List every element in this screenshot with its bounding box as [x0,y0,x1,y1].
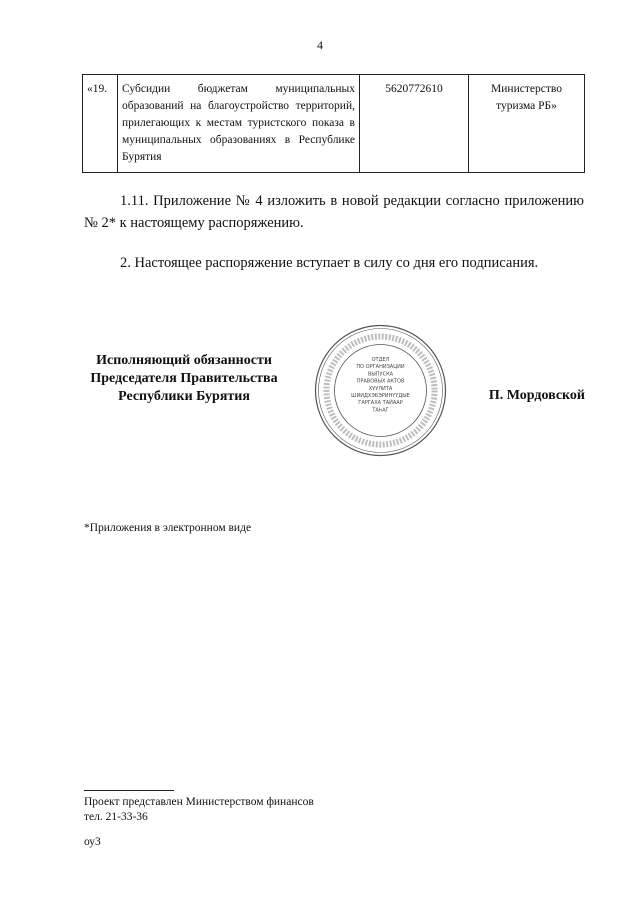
stamp-text-line: ОТДЕЛ [371,357,390,363]
footer-initials: оу3 [84,836,101,848]
signatory-title [74,352,294,406]
row-description: Субсидии бюджетам муниципальных образований на благоустройство территорий, прилегающих к местам туристского показа в муниципальных образованиях в Республике Бурятия [118,75,360,173]
stamp-text-line: ХУУЛИТА [368,385,393,392]
footer-presenter: Проект представлен Министерством финансов [84,796,314,808]
page-number: 4 [317,38,323,52]
stamp-text-line: ГАРГАХА ТАЙААР [358,400,403,407]
budget-table [82,74,585,173]
stamp-text-line: ТАҺАГ [372,407,389,414]
stamp-text-line: ПО ОРГАНИЗАЦИИ [356,364,405,371]
row-department: Министерство туризма РБ» [469,75,585,173]
paragraph-effective: 2. Настоящее распоряжение вступает в силу со дня его подписания. [120,255,539,271]
signatory-line-3: Республики Бурятия [118,389,250,404]
stamp-text-line: ШИИДХЭБЭРИНҮҮДЫЕ [351,393,410,399]
signatory-line-2: Председателя Правительства [90,371,278,386]
signatory-line-1: Исполняющий обязанности [96,353,272,368]
table-row [83,75,585,173]
footnote-divider [84,790,174,791]
paragraph-amendment: 1.11. Приложение № 4 изложить в новой редакции согласно приложению № 2* к настоящему распоряжению. [84,193,584,231]
official-stamp [313,323,448,458]
stamp-text-line: ВЫПУСКА [367,371,394,378]
appendix-note: *Приложения в электронном виде [84,522,252,534]
signatory-name: П. Мордовской [488,388,585,403]
row-number: «19. [83,75,118,173]
row-code: 5620772610 [360,75,469,173]
footer-phone: тел. 21-33-36 [84,811,148,823]
stamp-text-line: ПРАВОВЫХ АКТОВ [356,378,405,385]
